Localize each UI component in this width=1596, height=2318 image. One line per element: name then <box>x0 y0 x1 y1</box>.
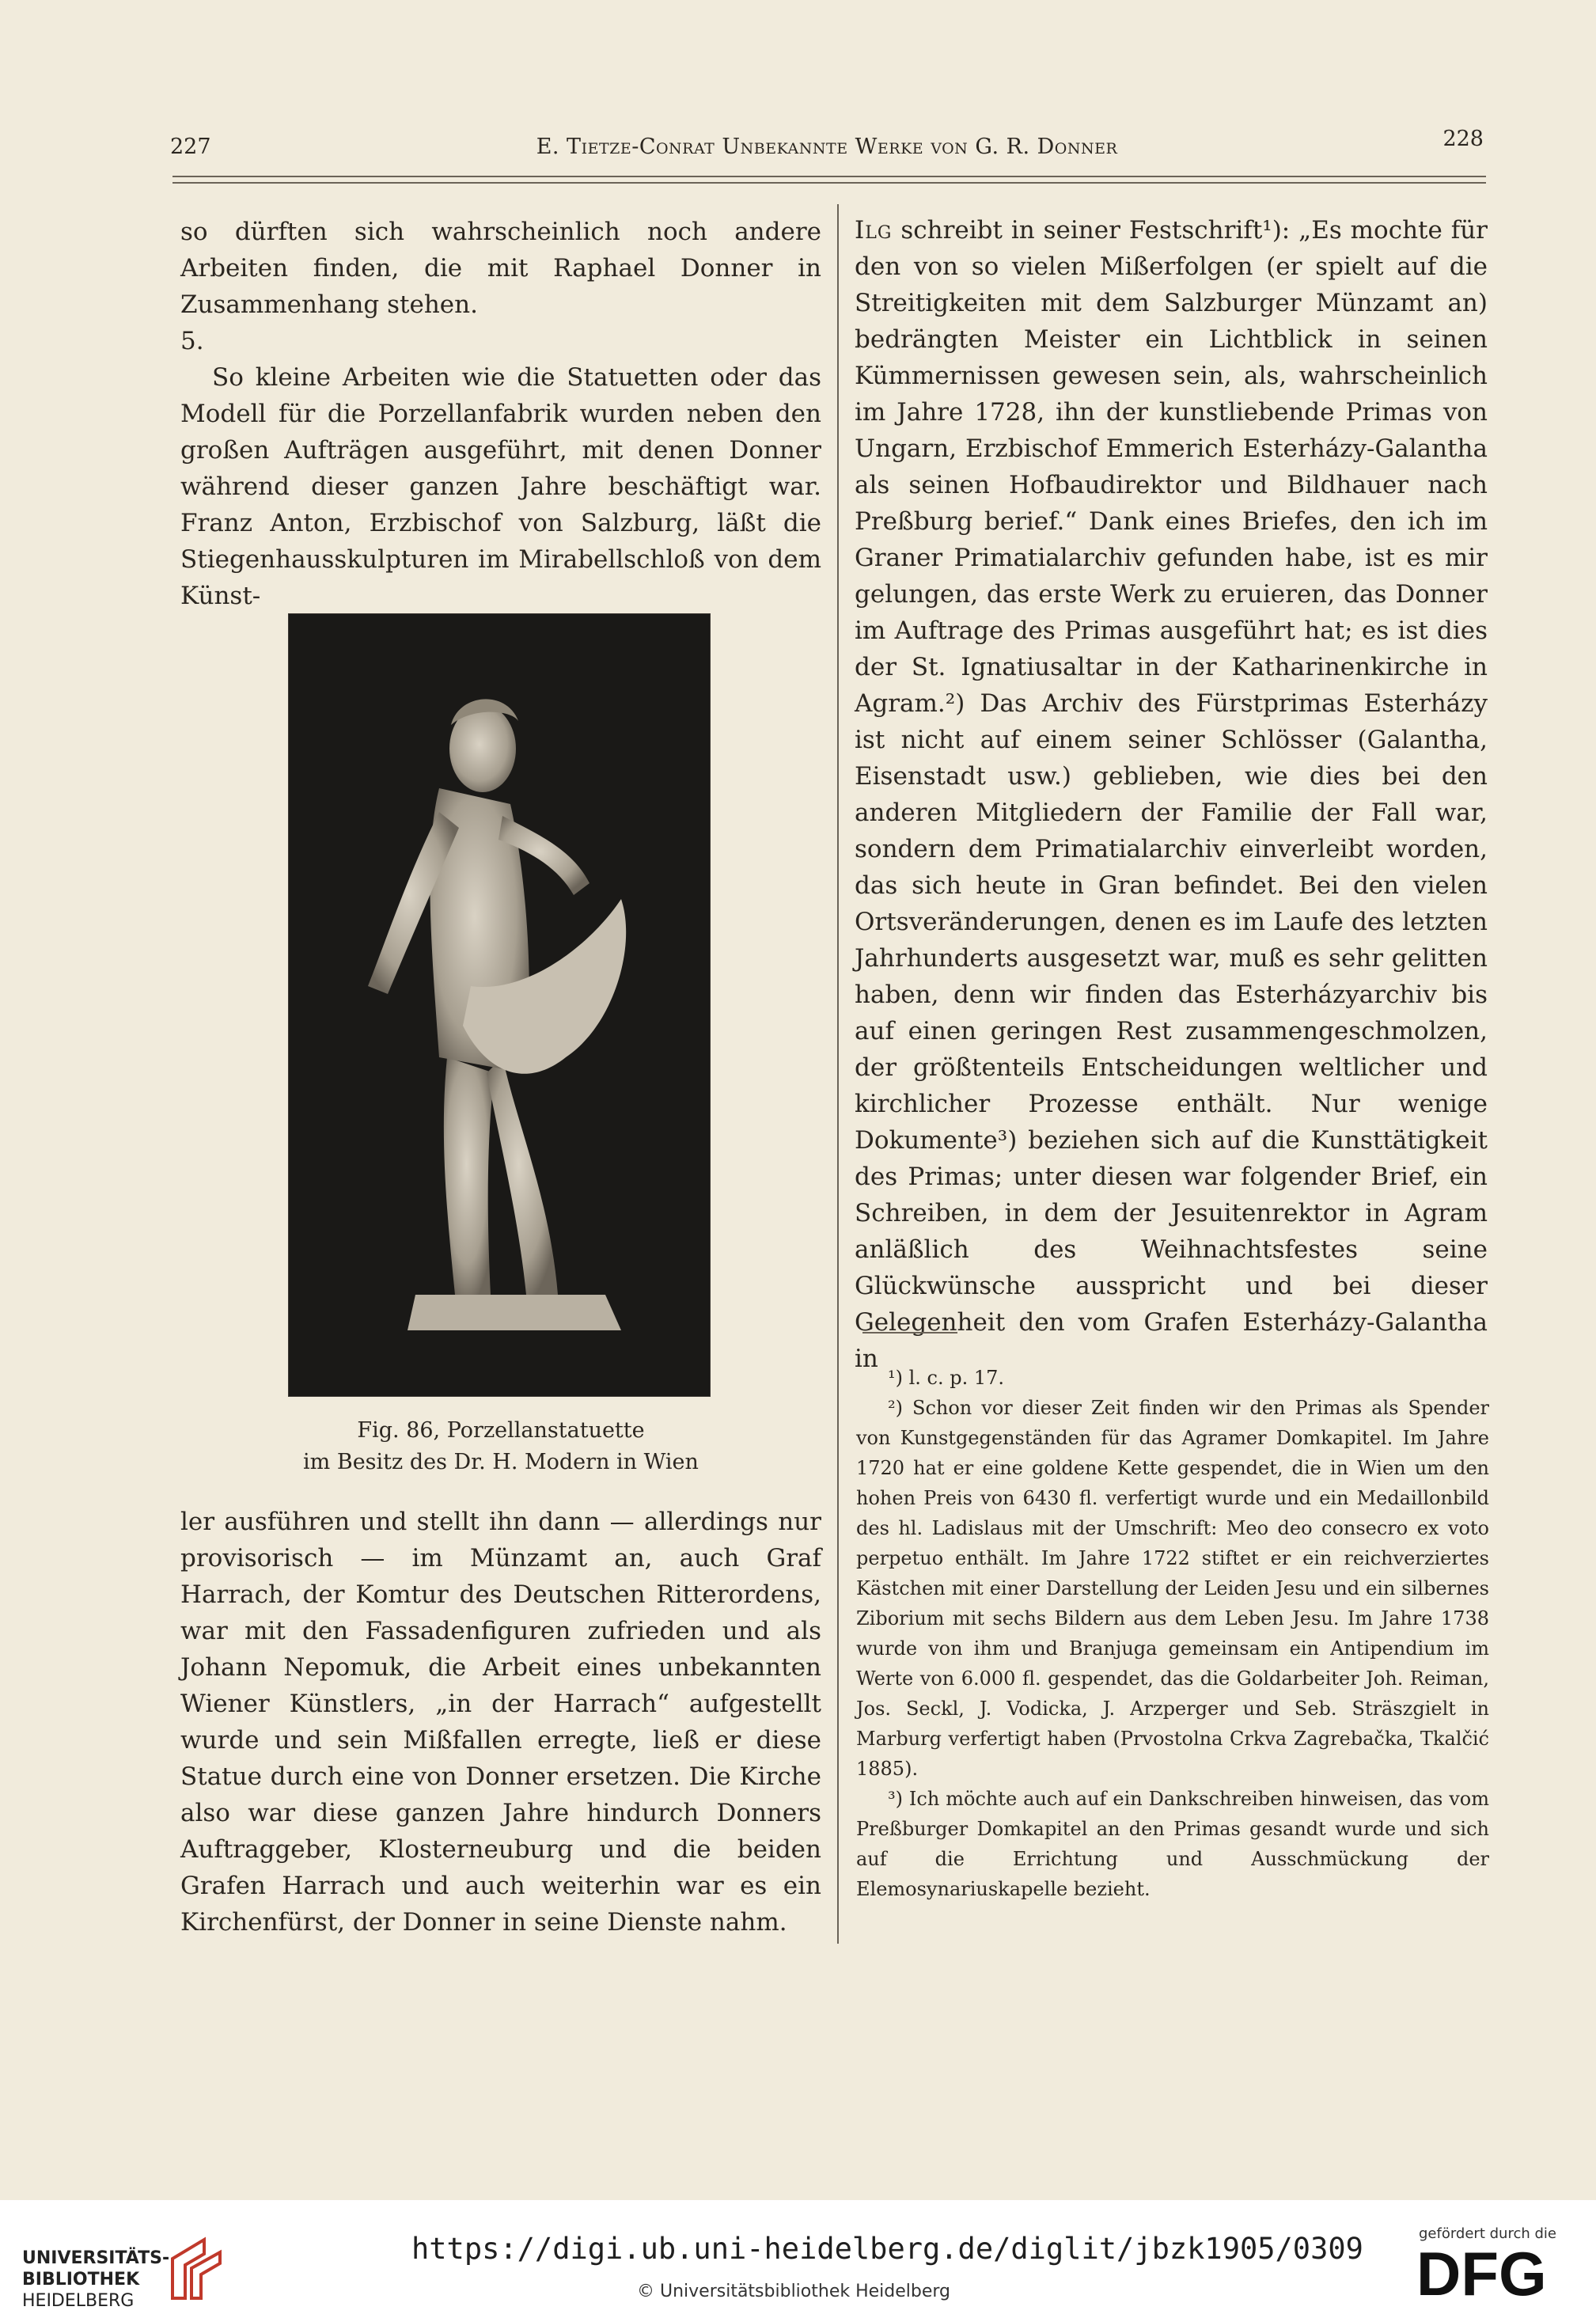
caption-line: Fig. 86, Porzellanstatuette <box>357 1418 645 1443</box>
paragraph: ler ausführen und stellt ihn dann — allerdings nur provisorisch — im Münzamt an, auch Graf Harrach, der Komtur des Deutschen Ritterordens, war mit den Fassadenfiguren zufrieden und als Johann Nepomuk, die Arbeit eines unbekannten Wiener Künstlers, „in der Harrach“ aufgestellt wurde und sein Mißfallen erregte, ließ er diese Statue durch eine von Donner ersetzen. Die Kirche also war diese ganzen Jahre hindurch Donners Auftraggeber, Klosterneuburg und die beiden Grafen Harrach und auch weiterhin war es ein Kirchenfürst, der Donner in seine Dienste nahm. <box>180 1508 821 1937</box>
page-header <box>170 127 1484 166</box>
footnotes <box>856 1363 1489 1904</box>
header-rule-2 <box>172 182 1486 184</box>
left-column-top <box>180 214 821 614</box>
page-number-right: 228 <box>1442 127 1484 151</box>
ub-logo-icon <box>157 2235 228 2300</box>
footnote: ²) Schon vor dieser Zeit finden wir den Primas als Spender von Kunstgegenständen für das Agramer Domkapitel. Im Jahre 1720 hat er eine goldene Kette gespendet, die in Wien um den hohen Preis von 6430 fl. verfertigt wurde und ein Medaillonbild des hl. Ladislaus mit der Umschrift: Meo deo consecro ex voto perpetuo enthält. Im Jahre 1722 stiftet er ein reichverziertes Kästchen mit einer Darstellung der Leiden Jesu und ein silbernes Ziborium mit sechs Bildern aus dem Leben Jesu. Im Jahre 1738 wurde von ihm und Branjuga gemeinsam ein Antipendium im Werte von 6.000 fl. gespendet, das die Goldarbeiter Joh. Reiman, Jos. Seckl, J. Vodicka, J. Arzperger und Seb. Sträszgielt in Marburg verfertigt haben (Prvostolna Crkva Zagrebačka, Tkalčić 1885). <box>856 1397 1489 1780</box>
running-title: E. Tietze-Conrat Unbekannte Werke von G. R. Donner <box>536 135 1118 159</box>
footnote: ¹) l. c. p. 17. <box>888 1367 1005 1389</box>
library-name <box>22 2248 169 2312</box>
figure-photo <box>288 613 711 1397</box>
funding-note: gefördert durch die <box>1419 2225 1556 2242</box>
paragraph <box>855 212 1488 1377</box>
page-number-left: 227 <box>170 135 211 159</box>
footnote-rule <box>862 1332 957 1334</box>
library-line: UNIVERSITÄTS- <box>22 2248 170 2268</box>
statuette-image <box>289 614 710 1396</box>
copyright-notice: © Universitätsbibliothek Heidelberg <box>637 2282 951 2301</box>
footnote: ³) Ich möchte auch auf ein Dankschreiben hinweisen, das vom Preßburger Domkapitel an den Primas gesandt wurde und sich auf die Errichtung und Ausschmückung der Elemosynariuskapelle bezieht. <box>856 1788 1489 1900</box>
paragraph: So kleine Arbeiten wie die Statuetten oder das Modell für die Porzellanfabrik wurden neben den großen Aufträgen ausgeführt, mit denen Donner während dieser ganzen Jahre beschäftigt war. Franz Anton, Erzbischof von Salzburg, läßt die Stiegenhausskulpturen im Mirabellschloß von dem Künst- <box>180 363 821 610</box>
permalink-url[interactable]: https://digi.ub.uni-heidelberg.de/diglit/jbzk1905/0309 <box>411 2232 1363 2266</box>
figure-caption <box>180 1415 821 1478</box>
left-column-bottom <box>180 1504 821 1941</box>
caption-line: im Besitz des Dr. H. Modern in Wien <box>303 1450 699 1474</box>
library-line: HEIDELBERG <box>22 2291 135 2311</box>
library-line: BIBLIOTHEK <box>22 2270 140 2290</box>
footer-bar <box>0 2200 1596 2318</box>
section-number: 5. <box>180 327 204 355</box>
header-rule <box>172 176 1486 177</box>
paragraph-text: schreibt in seiner Festschrift¹): „Es mochte für den von so vielen Mißerfolgen (er spielt auf die Streitigkeiten mit dem Salzburger Münzamt an) bedrängten Meister ein Lichtblick in seinen Kümmernissen gewesen sein, als, wahrscheinlich im Jahre 1728, ihn der kunstliebende Primas von Ungarn, Erzbischof Emmerich Esterházy-Galantha als seinen Hofbaudirektor und Bildhauer nach Preßburg berief.“ Dank eines Briefes, den ich im Graner Primatialarchiv gefunden habe, ist es mir gelungen, das erste Werk zu eruieren, das Donner im Auftrage des Primas ausgeführt hat; es ist dies der St. Ignatiusaltar in der Katharinenkirche in Agram.²) Das Archiv des Fürstprimas Esterházy ist nicht auf einem seiner Schlösser (Galantha, Eisenstadt usw.) geblieben, wie dies bei den anderen Mitgliedern der Familie der Fall war, sondern dem Primatialarchiv einverleibt worden, das sich heute in Gran befindet. Bei den vielen Ortsveränderungen, denen es im Laufe des letzten Jahrhunderts ausgesetzt war, muß es sehr gelitten haben, denn wir finden das Esterházyarchiv bis auf einen geringen Rest zusammengeschmolzen, der größtenteils Entscheidungen weltlicher und kirchlicher Prozesse enthält. Nur wenige Dokumente³) beziehen sich auf die Kunsttätigkeit des Primas; unter diesen war folgender Brief, ein Schreiben, in dem der Jesuitenrektor in Agram anläßlich des Weihnachtsfestes seine Glückwünsche ausspricht und bei dieser Gelegenheit den vom Grafen Esterházy-Galantha in <box>855 216 1488 1373</box>
author-name: Ilg <box>855 216 893 245</box>
right-column <box>855 212 1488 1377</box>
dfg-logo-text: DFG <box>1416 2241 1547 2305</box>
paragraph: so dürften sich wahrscheinlich noch andere Arbeiten finden, die mit Raphael Donner in Zusammenhang stehen. <box>180 218 821 319</box>
column-divider <box>837 204 839 1944</box>
dfg-logo-icon <box>1416 2241 1575 2305</box>
